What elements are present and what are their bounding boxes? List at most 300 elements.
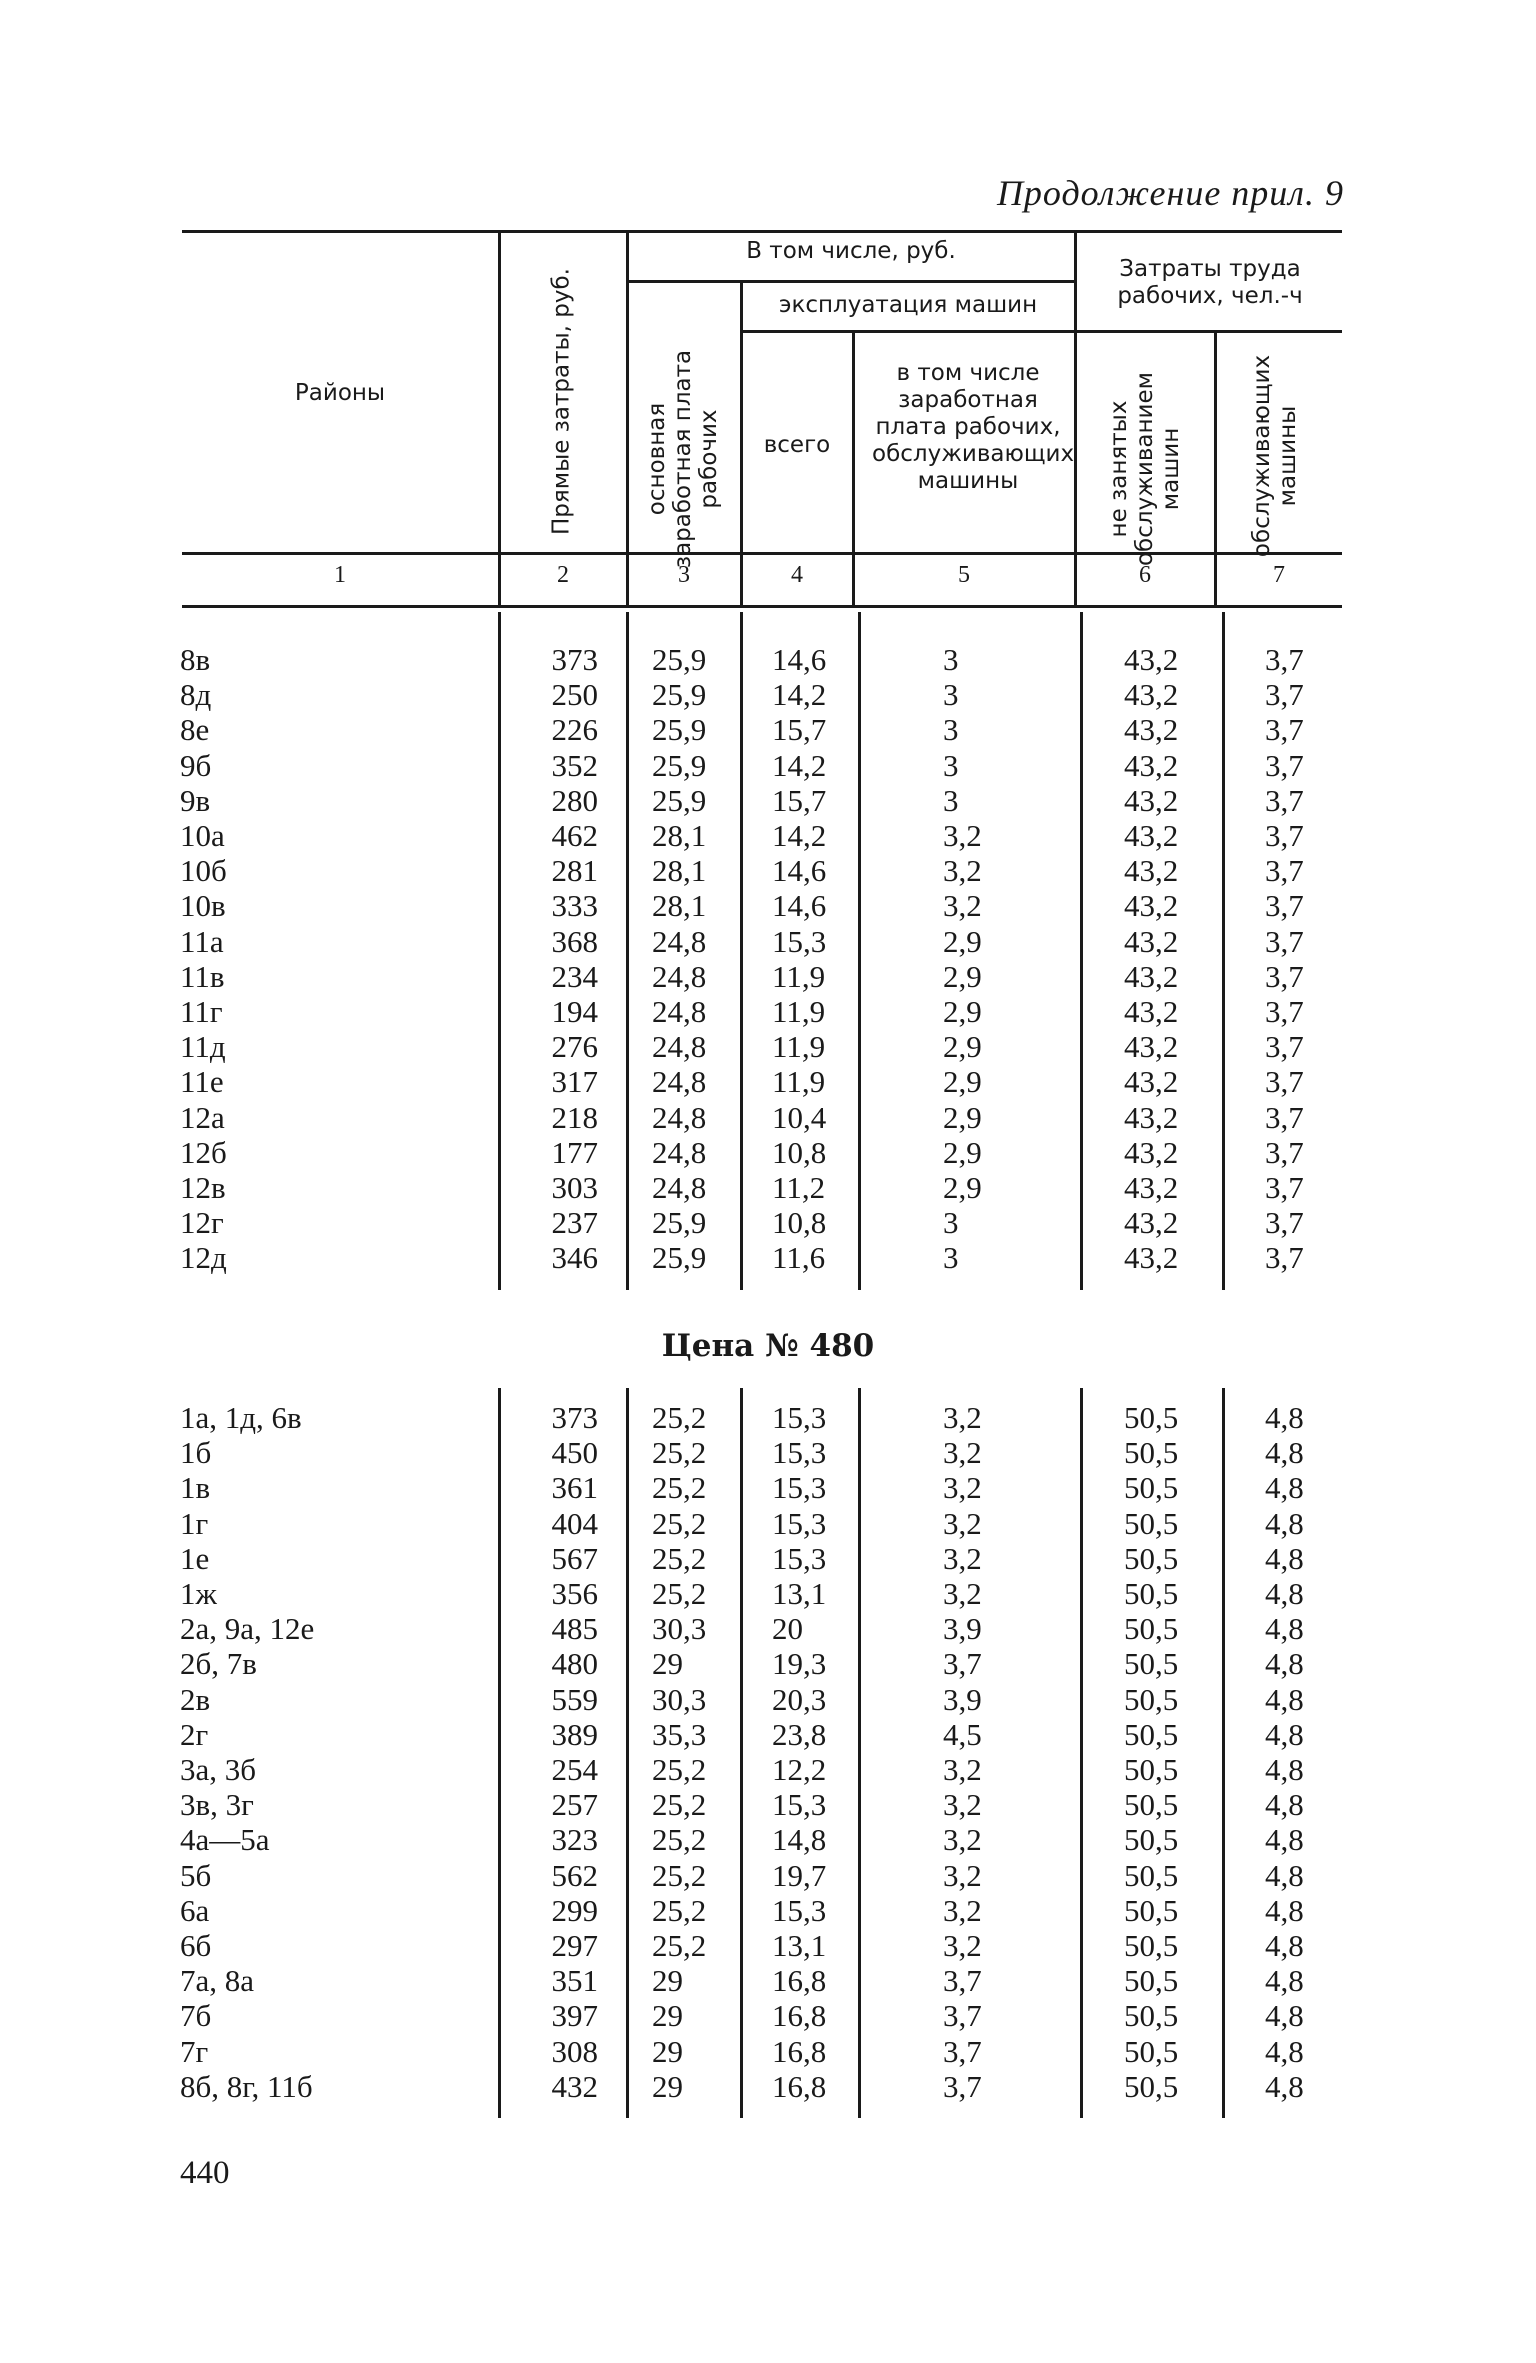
cell-machine-wage: 3,2 (943, 1576, 982, 1611)
cell-machine-total: 16,8 (772, 1998, 827, 2034)
cell-machine-wage: 2,9 (943, 1029, 982, 1065)
cell-machine-wage: 3,2 (943, 1787, 982, 1823)
cell-district: 8е (180, 712, 210, 748)
cell-machine-wage: 3,2 (943, 853, 982, 889)
table-row (0, 1998, 1536, 2033)
cell-district: 4а—5а (180, 1822, 270, 1858)
cell-district: 3а, 3б (180, 1752, 257, 1787)
cell-machine-total: 10,8 (772, 1134, 827, 1170)
cell-machine-total: 15,3 (772, 1540, 827, 1576)
cell-district: 1б (180, 1435, 212, 1471)
cell-machine-wage: 2,9 (943, 1170, 982, 1205)
cell-base-wage: 24,8 (652, 1134, 707, 1170)
header-group-labor: Затраты труда рабочих, чел.-ч (1117, 256, 1303, 309)
cell-base-wage: 25,9 (652, 712, 707, 748)
cell-district: 8д (180, 677, 212, 713)
table-top-rule (182, 230, 1342, 233)
cell-machine-wage: 3,2 (943, 1752, 982, 1787)
cell-district: 6а (180, 1892, 210, 1928)
cell-machine-wage: 3,2 (943, 1822, 982, 1858)
header-districts: Районы (294, 380, 386, 406)
cell-machine-wage: 3,2 (943, 1505, 982, 1541)
cell-base-wage: 25,2 (652, 1540, 707, 1576)
cell-base-wage: 25,2 (652, 1400, 707, 1435)
cell-base-wage: 35,3 (652, 1716, 707, 1752)
cell-machine-wage: 3,2 (943, 888, 982, 924)
divider-2-3 (626, 232, 629, 605)
cell-direct-costs: 389 (551, 1716, 598, 1752)
cell-base-wage: 28,1 (652, 888, 707, 924)
running-title: Продолжение прил. 9 (996, 173, 1344, 213)
cell-labor-not-busy: 43,2 (1124, 712, 1179, 748)
cell-direct-costs: 485 (551, 1611, 598, 1647)
cell-direct-costs: 361 (551, 1470, 598, 1506)
cell-labor-serving: 4,8 (1265, 1998, 1304, 2034)
cell-direct-costs: 297 (551, 1928, 598, 1963)
cell-machine-total: 16,8 (772, 2068, 827, 2104)
cell-machine-wage: 3,7 (943, 1646, 982, 1682)
cell-district: 1ж (180, 1576, 217, 1611)
cell-direct-costs: 404 (551, 1505, 598, 1541)
cell-machine-total: 11,9 (772, 1064, 826, 1100)
cell-district: 11а (180, 923, 224, 959)
cell-base-wage: 25,9 (652, 1240, 707, 1276)
cell-base-wage: 30,3 (652, 1681, 707, 1717)
table-row (0, 642, 1536, 677)
table-row (0, 994, 1536, 1029)
cell-labor-serving: 3,7 (1265, 1029, 1304, 1065)
cell-base-wage: 25,2 (652, 1505, 707, 1541)
cell-machine-total: 13,1 (772, 1928, 827, 1963)
cell-direct-costs: 194 (551, 994, 598, 1029)
cell-labor-serving: 4,8 (1265, 1822, 1304, 1858)
cell-direct-costs: 276 (551, 1029, 598, 1065)
cell-labor-not-busy: 50,5 (1124, 1470, 1179, 1506)
cell-direct-costs: 226 (551, 712, 598, 748)
cell-labor-not-busy: 43,2 (1124, 1029, 1179, 1065)
cell-district: 1е (180, 1540, 210, 1576)
cell-labor-serving: 4,8 (1265, 1540, 1304, 1576)
cell-labor-not-busy: 50,5 (1124, 1435, 1179, 1471)
cell-district: 2г (180, 1716, 209, 1752)
cell-labor-serving: 4,8 (1265, 1681, 1304, 1717)
group-exploit-rule (742, 330, 1076, 333)
cell-labor-not-busy: 43,2 (1124, 1205, 1179, 1241)
divider-1-2 (498, 232, 501, 605)
cell-labor-not-busy: 43,2 (1124, 994, 1179, 1029)
cell-machine-total: 14,6 (772, 853, 827, 889)
cell-labor-serving: 4,8 (1265, 1787, 1304, 1823)
cell-labor-serving: 3,7 (1265, 677, 1304, 713)
cell-base-wage: 25,2 (652, 1787, 707, 1823)
cell-district: 5б (180, 1857, 212, 1893)
cell-base-wage: 24,8 (652, 958, 707, 994)
cell-labor-not-busy: 50,5 (1124, 2068, 1179, 2104)
cell-machine-total: 15,3 (772, 1505, 827, 1541)
cell-machine-total: 11,9 (772, 994, 826, 1029)
cell-labor-serving: 4,8 (1265, 1892, 1304, 1928)
table-row (0, 1506, 1536, 1541)
cell-labor-serving: 4,8 (1265, 1716, 1304, 1752)
cell-direct-costs: 257 (551, 1787, 598, 1823)
cell-labor-not-busy: 50,5 (1124, 1857, 1179, 1893)
cell-labor-serving: 4,8 (1265, 1646, 1304, 1682)
header-machine-wage: в том числе заработная плата рабочих, обслуживающих машины (872, 360, 1075, 494)
colnum-2: 2 (557, 562, 569, 588)
cell-direct-costs: 480 (551, 1646, 598, 1682)
cell-base-wage: 29 (652, 1998, 683, 2034)
cell-labor-not-busy: 50,5 (1124, 1752, 1179, 1787)
cell-direct-costs: 333 (551, 888, 598, 924)
cell-labor-not-busy: 43,2 (1124, 888, 1179, 924)
cell-district: 11е (180, 1064, 224, 1100)
cell-machine-total: 15,3 (772, 1470, 827, 1506)
header-total: всего (763, 432, 831, 458)
table-row (0, 1682, 1536, 1717)
cell-machine-total: 15,3 (772, 1892, 827, 1928)
cell-labor-serving: 3,7 (1265, 712, 1304, 748)
cell-machine-wage: 3,9 (943, 1611, 982, 1647)
cell-machine-wage: 3,2 (943, 1470, 982, 1506)
cell-district: 1в (180, 1470, 211, 1506)
cell-labor-not-busy: 43,2 (1124, 1170, 1179, 1205)
cell-machine-total: 14,2 (772, 747, 827, 783)
cell-base-wage: 30,3 (652, 1611, 707, 1647)
cell-machine-total: 11,9 (772, 1029, 826, 1065)
cell-machine-wage: 3 (943, 1240, 959, 1276)
cell-machine-wage: 3 (943, 1205, 959, 1241)
cell-labor-serving: 3,7 (1265, 994, 1304, 1029)
cell-labor-serving: 4,8 (1265, 1505, 1304, 1541)
cell-district: 1г (180, 1505, 209, 1541)
cell-district: 6б (180, 1928, 212, 1963)
cell-base-wage: 24,8 (652, 994, 707, 1029)
cell-labor-not-busy: 43,2 (1124, 642, 1179, 677)
cell-direct-costs: 250 (551, 677, 598, 713)
table-row (0, 1029, 1536, 1064)
cell-direct-costs: 567 (551, 1540, 598, 1576)
cell-machine-wage: 2,9 (943, 958, 982, 994)
cell-machine-wage: 3 (943, 642, 959, 677)
cell-district: 11г (180, 994, 223, 1029)
cell-machine-wage: 3,9 (943, 1681, 982, 1717)
cell-district: 10б (180, 853, 227, 889)
cell-district: 7г (180, 2033, 209, 2069)
header-serving: обслуживающих машины (1249, 354, 1301, 558)
cell-machine-wage: 3 (943, 712, 959, 748)
cell-base-wage: 25,2 (652, 1576, 707, 1611)
divider-5-6 (1074, 232, 1077, 605)
cell-district: 12д (180, 1240, 227, 1276)
cell-direct-costs: 299 (551, 1892, 598, 1928)
cell-labor-serving: 4,8 (1265, 1470, 1304, 1506)
cell-base-wage: 25,2 (652, 1928, 707, 1963)
cell-machine-total: 12,2 (772, 1752, 827, 1787)
table-row (0, 1893, 1536, 1928)
table-row (0, 1858, 1536, 1893)
cell-machine-wage: 3 (943, 747, 959, 783)
cell-machine-wage: 3,2 (943, 1928, 982, 1963)
cell-district: 12а (180, 1099, 225, 1135)
cell-machine-total: 15,7 (772, 782, 827, 818)
cell-base-wage: 24,8 (652, 1099, 707, 1135)
cell-machine-total: 14,2 (772, 818, 827, 853)
table-row (0, 1170, 1536, 1205)
table-row (0, 1822, 1536, 1857)
colnum-1: 1 (334, 562, 346, 588)
cell-base-wage: 25,9 (652, 782, 707, 818)
cell-labor-not-busy: 50,5 (1124, 1505, 1179, 1541)
cell-base-wage: 25,2 (652, 1470, 707, 1506)
cell-machine-wage: 3,2 (943, 1857, 982, 1893)
cell-labor-not-busy: 50,5 (1124, 1681, 1179, 1717)
table-row (0, 1135, 1536, 1170)
cell-machine-total: 19,7 (772, 1857, 827, 1893)
cell-machine-total: 23,8 (772, 1716, 827, 1752)
cell-direct-costs: 317 (551, 1064, 598, 1100)
cell-district: 8в (180, 642, 211, 677)
cell-base-wage: 24,8 (652, 923, 707, 959)
cell-direct-costs: 559 (551, 1681, 598, 1717)
cell-labor-serving: 3,7 (1265, 818, 1304, 853)
cell-machine-total: 16,8 (772, 2033, 827, 2069)
cell-machine-wage: 3,7 (943, 1998, 982, 2034)
cell-labor-not-busy: 50,5 (1124, 1998, 1179, 2034)
cell-labor-serving: 4,8 (1265, 1752, 1304, 1787)
cell-district: 10а (180, 818, 225, 853)
cell-labor-not-busy: 43,2 (1124, 1099, 1179, 1135)
colnum-4: 4 (791, 562, 803, 588)
cell-labor-not-busy: 43,2 (1124, 677, 1179, 713)
cell-direct-costs: 346 (551, 1240, 598, 1276)
cell-machine-wage: 2,9 (943, 923, 982, 959)
cell-district: 3в, 3г (180, 1787, 254, 1823)
cell-direct-costs: 177 (551, 1134, 598, 1170)
cell-machine-total: 16,8 (772, 1963, 827, 1999)
header-group-incl: В том числе, руб. (746, 238, 956, 264)
cell-direct-costs: 351 (551, 1963, 598, 1999)
cell-base-wage: 28,1 (652, 818, 707, 853)
cell-labor-not-busy: 43,2 (1124, 747, 1179, 783)
cell-base-wage: 29 (652, 2033, 683, 2069)
cell-labor-serving: 3,7 (1265, 1099, 1304, 1135)
cell-labor-not-busy: 43,2 (1124, 853, 1179, 889)
cell-base-wage: 24,8 (652, 1029, 707, 1065)
cell-labor-not-busy: 43,2 (1124, 923, 1179, 959)
cell-base-wage: 25,2 (652, 1435, 707, 1471)
cell-machine-total: 14,6 (772, 888, 827, 924)
table-row (0, 1717, 1536, 1752)
table-row (0, 1963, 1536, 1998)
page-number: 440 (180, 2155, 230, 2191)
cell-labor-not-busy: 50,5 (1124, 1928, 1179, 1963)
cell-labor-not-busy: 50,5 (1124, 1611, 1179, 1647)
cell-labor-not-busy: 43,2 (1124, 1064, 1179, 1100)
cell-district: 7б (180, 1998, 212, 2034)
cell-district: 11д (180, 1029, 226, 1065)
cell-labor-serving: 4,8 (1265, 1857, 1304, 1893)
cell-machine-total: 20,3 (772, 1681, 827, 1717)
cell-labor-serving: 4,8 (1265, 1435, 1304, 1471)
cell-base-wage: 25,2 (652, 1857, 707, 1893)
cell-machine-wage: 2,9 (943, 1099, 982, 1135)
table-row (0, 1205, 1536, 1240)
cell-labor-not-busy: 43,2 (1124, 782, 1179, 818)
cell-labor-serving: 3,7 (1265, 958, 1304, 994)
cell-machine-wage: 3,2 (943, 1435, 982, 1471)
cell-base-wage: 24,8 (652, 1064, 707, 1100)
cell-district: 11в (180, 958, 225, 994)
table-row (0, 1752, 1536, 1787)
cell-labor-serving: 3,7 (1265, 1240, 1304, 1276)
colnum-bottom-rule (182, 605, 1342, 608)
cell-direct-costs: 373 (551, 642, 598, 677)
cell-labor-serving: 4,8 (1265, 1928, 1304, 1963)
cell-labor-serving: 3,7 (1265, 1170, 1304, 1205)
cell-machine-wage: 3,7 (943, 2068, 982, 2104)
cell-machine-total: 14,2 (772, 677, 827, 713)
cell-district: 12в (180, 1170, 226, 1205)
cell-direct-costs: 323 (551, 1822, 598, 1858)
cell-district: 7а, 8а (180, 1963, 255, 1999)
cell-machine-total: 11,2 (772, 1170, 826, 1205)
cell-base-wage: 25,9 (652, 642, 707, 677)
cell-district: 9б (180, 747, 212, 783)
cell-labor-not-busy: 50,5 (1124, 1646, 1179, 1682)
table-row (0, 1100, 1536, 1135)
table-row (0, 712, 1536, 747)
cell-labor-serving: 3,7 (1265, 642, 1304, 677)
cell-machine-wage: 3,2 (943, 1400, 982, 1435)
cell-machine-total: 11,9 (772, 958, 826, 994)
cell-base-wage: 24,8 (652, 1170, 707, 1205)
cell-labor-serving: 4,8 (1265, 1963, 1304, 1999)
cell-direct-costs: 308 (551, 2033, 598, 2069)
cell-machine-total: 11,6 (772, 1240, 826, 1276)
table-row (0, 1541, 1536, 1576)
cell-labor-not-busy: 43,2 (1124, 1134, 1179, 1170)
cell-base-wage: 29 (652, 1963, 683, 1999)
cell-district: 2а, 9а, 12е (180, 1611, 315, 1647)
cell-direct-costs: 450 (551, 1435, 598, 1471)
cell-labor-serving: 4,8 (1265, 2033, 1304, 2069)
cell-base-wage: 25,2 (652, 1822, 707, 1858)
table-row (0, 1064, 1536, 1099)
cell-machine-total: 15,3 (772, 923, 827, 959)
cell-direct-costs: 280 (551, 782, 598, 818)
cell-labor-serving: 3,7 (1265, 923, 1304, 959)
cell-labor-serving: 4,8 (1265, 1576, 1304, 1611)
colnum-7: 7 (1273, 562, 1285, 588)
cell-labor-serving: 3,7 (1265, 853, 1304, 889)
cell-district: 12б (180, 1134, 227, 1170)
cell-machine-wage: 3,2 (943, 1540, 982, 1576)
table-row (0, 888, 1536, 923)
cell-machine-total: 15,3 (772, 1787, 827, 1823)
cell-machine-wage: 3 (943, 782, 959, 818)
cell-direct-costs: 368 (551, 923, 598, 959)
cell-labor-not-busy: 43,2 (1124, 818, 1179, 853)
cell-labor-serving: 3,7 (1265, 1134, 1304, 1170)
cell-machine-total: 15,3 (772, 1435, 827, 1471)
header-not-busy: не занятых обслуживанием машин (1106, 371, 1184, 567)
table-row (0, 959, 1536, 994)
cell-direct-costs: 352 (551, 747, 598, 783)
table-row (0, 2034, 1536, 2069)
table-row (0, 1611, 1536, 1646)
cell-machine-wage: 3,2 (943, 1892, 982, 1928)
cell-district: 12г (180, 1205, 224, 1241)
table-row (0, 1470, 1536, 1505)
section-2-title: Цена № 480 (661, 1328, 875, 1364)
cell-machine-total: 14,8 (772, 1822, 827, 1858)
header-direct-costs: Прямые затраты, руб. (548, 268, 575, 536)
header-base-wage: основная заработная плата рабочих (644, 349, 722, 569)
cell-direct-costs: 303 (551, 1170, 598, 1205)
cell-district: 1а, 1д, 6в (180, 1400, 302, 1435)
group-labor-rule (1076, 330, 1342, 333)
cell-machine-total: 10,4 (772, 1099, 827, 1135)
cell-machine-total: 13,1 (772, 1576, 827, 1611)
table-row (0, 1400, 1536, 1435)
cell-direct-costs: 562 (551, 1857, 598, 1893)
cell-labor-serving: 3,7 (1265, 747, 1304, 783)
cell-machine-wage: 2,9 (943, 1064, 982, 1100)
table-row (0, 1240, 1536, 1275)
table-row (0, 853, 1536, 888)
cell-base-wage: 29 (652, 1646, 683, 1682)
cell-machine-total: 19,3 (772, 1646, 827, 1682)
cell-direct-costs: 234 (551, 958, 598, 994)
cell-district: 9в (180, 782, 211, 818)
cell-direct-costs: 432 (551, 2068, 598, 2104)
cell-direct-costs: 462 (551, 818, 598, 853)
table-row (0, 783, 1536, 818)
cell-base-wage: 25,9 (652, 747, 707, 783)
cell-base-wage: 29 (652, 2068, 683, 2104)
cell-direct-costs: 356 (551, 1576, 598, 1611)
cell-labor-not-busy: 50,5 (1124, 1787, 1179, 1823)
cell-labor-serving: 3,7 (1265, 1205, 1304, 1241)
table-row (0, 1787, 1536, 1822)
cell-district: 8б, 8г, 11б (180, 2068, 313, 2104)
cell-direct-costs: 237 (551, 1205, 598, 1241)
cell-labor-not-busy: 43,2 (1124, 958, 1179, 994)
cell-labor-not-busy: 50,5 (1124, 1892, 1179, 1928)
cell-direct-costs: 397 (551, 1998, 598, 2034)
group-incl-rule (628, 280, 1076, 283)
cell-machine-wage: 3,7 (943, 1963, 982, 1999)
cell-machine-total: 15,7 (772, 712, 827, 748)
cell-direct-costs: 218 (551, 1099, 598, 1135)
table-row (0, 2069, 1536, 2104)
cell-machine-wage: 2,9 (943, 1134, 982, 1170)
cell-machine-wage: 3,7 (943, 2033, 982, 2069)
cell-base-wage: 25,2 (652, 1892, 707, 1928)
colnum-6: 6 (1139, 562, 1151, 588)
cell-labor-not-busy: 43,2 (1124, 1240, 1179, 1276)
cell-labor-not-busy: 50,5 (1124, 1540, 1179, 1576)
cell-machine-total: 10,8 (772, 1205, 827, 1241)
cell-labor-serving: 3,7 (1265, 782, 1304, 818)
header-group-exploit: эксплуатация машин (778, 292, 1038, 318)
cell-direct-costs: 373 (551, 1400, 598, 1435)
cell-base-wage: 28,1 (652, 853, 707, 889)
cell-base-wage: 25,9 (652, 1205, 707, 1241)
table-row (0, 1435, 1536, 1470)
table-row (0, 818, 1536, 853)
table-row (0, 1646, 1536, 1681)
